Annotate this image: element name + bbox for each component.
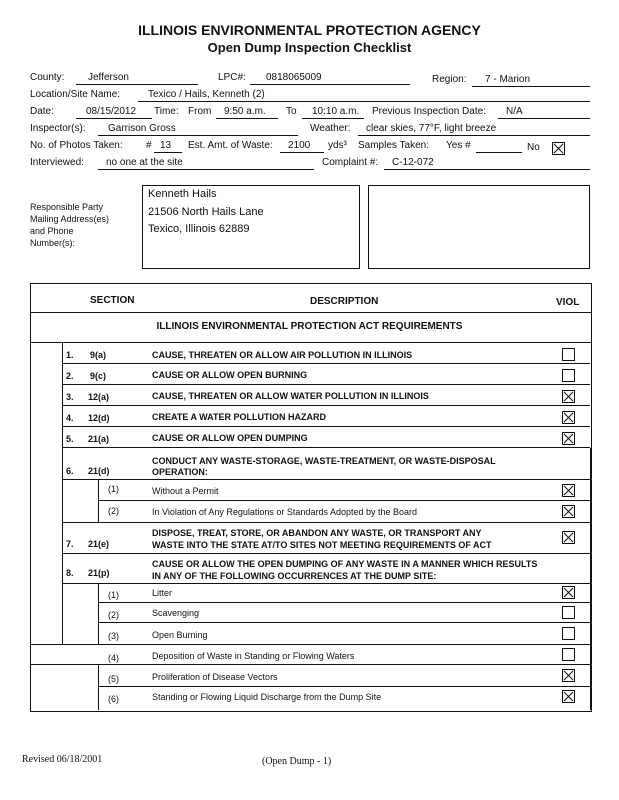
viol-checkbox-3[interactable] — [562, 390, 575, 403]
viol-checkbox-2[interactable] — [562, 369, 575, 382]
date-label: Date: — [30, 106, 54, 117]
time-to-value: 10:10 a.m. — [312, 106, 360, 117]
interviewed-value: no one at the site — [106, 157, 183, 168]
row-description: CONDUCT ANY WASTE-STORAGE, WASTE-TREATMENT, OR WASTE-DISPOSAL — [152, 456, 496, 466]
samples-yes-label: Yes # — [446, 140, 471, 151]
time-label: Time: — [154, 106, 179, 117]
row-num: 4. — [66, 413, 74, 423]
row-num: 6. — [66, 466, 74, 476]
checklist-table — [30, 283, 592, 712]
row-sub-num: (2) — [108, 610, 119, 620]
viol-checkbox-5[interactable] — [562, 432, 575, 445]
row-sub-num: (6) — [108, 694, 119, 704]
row-num: 7. — [66, 539, 74, 549]
party-name: Kenneth Hails — [148, 188, 217, 200]
viol-checkbox-8-4[interactable] — [562, 648, 575, 661]
description-header: DESCRIPTION — [310, 296, 379, 307]
viol-header: VIOL — [556, 297, 580, 308]
row-num: 5. — [66, 434, 74, 444]
row-description: CAUSE, THREATEN OR ALLOW WATER POLLUTION IN ILLINOIS — [152, 391, 429, 401]
row-num: 1. — [66, 350, 74, 360]
weather-label: Weather: — [310, 123, 351, 134]
lpc-value: 0818065009 — [266, 72, 322, 83]
samples-no-checkbox[interactable] — [552, 142, 565, 155]
row-description: Open Burning — [152, 630, 208, 640]
party-label-2: Mailing Address(es) — [30, 214, 110, 224]
row-section: 12(d) — [88, 413, 110, 423]
party-label-1: Responsible Party — [30, 202, 104, 212]
row-description: Proliferation of Disease Vectors — [152, 672, 278, 682]
weather-value: clear skies, 77°F, light breeze — [366, 123, 497, 134]
viol-checkbox-7[interactable] — [562, 531, 575, 544]
row-section: 21(d) — [88, 466, 110, 476]
samples-label: Samples Taken: — [358, 140, 429, 151]
row-num: 2. — [66, 371, 74, 381]
row-description: DISPOSE, TREAT, STORE, OR ABANDON ANY WASTE, OR TRANSPORT ANY — [152, 528, 482, 538]
row-description: CREATE A WATER POLLUTION HAZARD — [152, 412, 326, 422]
viol-checkbox-4[interactable] — [562, 411, 575, 424]
viol-checkbox-8-5[interactable] — [562, 669, 575, 682]
party-city: Texico, Illinois 62889 — [148, 223, 250, 235]
row-section: 21(a) — [88, 434, 110, 444]
row-section: 21(e) — [88, 539, 110, 549]
photos-hash: # — [146, 140, 152, 151]
form-title: Open Dump Inspection Checklist — [207, 40, 412, 55]
row-sub-num: (1) — [108, 590, 119, 600]
group-title: ILLINOIS ENVIRONMENTAL PROTECTION ACT REQUIREMENTS — [156, 321, 463, 332]
row-num: 3. — [66, 392, 74, 402]
agency-title: ILLINOIS ENVIRONMENTAL PROTECTION AGENCY — [138, 22, 481, 38]
row-sub-num: (1) — [108, 484, 119, 494]
party-label-3: and Phone — [30, 226, 74, 236]
row-section: 9(a) — [90, 350, 107, 360]
row-section: 21(p) — [88, 568, 110, 578]
row-description-cont: IN ANY OF THE FOLLOWING OCCURRENCES AT THE DUMP SITE: — [152, 571, 437, 581]
viol-checkbox-6-2[interactable] — [562, 505, 575, 518]
row-description: CAUSE OR ALLOW OPEN DUMPING — [152, 433, 308, 443]
site-value: Texico / Hails, Kenneth (2) — [148, 89, 265, 100]
row-section: 9(c) — [90, 371, 107, 381]
viol-checkbox-1[interactable] — [562, 348, 575, 361]
party-address: 21506 North Hails Lane — [148, 206, 264, 218]
waste-label: Est. Amt. of Waste: — [188, 140, 273, 151]
prev-inspection-value: N/A — [506, 106, 523, 117]
viol-checkbox-8-6[interactable] — [562, 690, 575, 703]
row-description: Standing or Flowing Liquid Discharge from the Dump Site — [152, 692, 382, 702]
samples-no-label: No — [527, 142, 540, 153]
section-header: SECTION — [90, 295, 135, 306]
inspector-label: Inspector(s): — [30, 123, 86, 134]
county-label: County: — [30, 72, 65, 83]
row-description: CAUSE, THREATEN OR ALLOW AIR POLLUTION IN ILLINOIS — [152, 350, 413, 360]
site-label: Location/Site Name: — [30, 89, 121, 100]
waste-unit: yds³ — [328, 140, 347, 151]
second-party-box — [368, 185, 590, 269]
row-sub-num: (2) — [108, 506, 119, 516]
row-description-cont: OPERATION: — [152, 467, 208, 477]
viol-checkbox-8-1[interactable] — [562, 586, 575, 599]
region-value: 7 - Marion — [485, 74, 531, 85]
row-description: Litter — [152, 588, 173, 598]
lpc-label: LPC#: — [218, 72, 246, 83]
to-label: To — [286, 106, 297, 117]
row-num: 8. — [66, 568, 74, 578]
interviewed-label: Interviewed: — [30, 157, 84, 168]
row-description: CAUSE OR ALLOW THE OPEN DUMPING OF ANY WASTE IN A MANNER WHICH RESULTS — [152, 559, 538, 569]
county-value: Jefferson — [88, 72, 129, 83]
region-label: Region: — [432, 74, 467, 85]
from-label: From — [188, 106, 212, 117]
row-description-cont: WASTE INTO THE STATE AT/TO SITES NOT MEETING REQUIREMENTS OF ACT — [152, 540, 492, 550]
photos-label: No. of Photos Taken: — [30, 140, 123, 151]
row-description: CAUSE OR ALLOW OPEN BURNING — [152, 370, 308, 380]
complaint-label: Complaint #: — [322, 157, 379, 168]
viol-checkbox-6-1[interactable] — [562, 484, 575, 497]
row-description: Deposition of Waste in Standing or Flowing Waters — [152, 651, 355, 661]
party-label-4: Number(s): — [30, 238, 76, 248]
row-sub-num: (3) — [108, 631, 119, 641]
prev-inspection-label: Previous Inspection Date: — [372, 106, 486, 117]
row-description: In Violation of Any Regulations or Standards Adopted by the Board — [152, 507, 418, 517]
photos-value: 13 — [160, 140, 172, 151]
row-section: 12(a) — [88, 392, 110, 402]
row-description: Without a Permit — [152, 486, 219, 496]
viol-checkbox-8-2[interactable] — [562, 606, 575, 619]
complaint-value: C-12-072 — [392, 157, 434, 168]
page-label: (Open Dump - 1) — [262, 756, 332, 767]
viol-checkbox-8-3[interactable] — [562, 627, 575, 640]
inspector-value: Garrison Gross — [108, 123, 176, 134]
row-sub-num: (4) — [108, 653, 119, 663]
row-sub-num: (5) — [108, 674, 119, 684]
date-value: 08/15/2012 — [86, 106, 137, 117]
waste-value: 2100 — [288, 140, 311, 151]
revised-date: Revised 06/18/2001 — [22, 754, 103, 765]
time-from-value: 9:50 a.m. — [224, 106, 266, 117]
row-description: Scavenging — [152, 608, 200, 618]
